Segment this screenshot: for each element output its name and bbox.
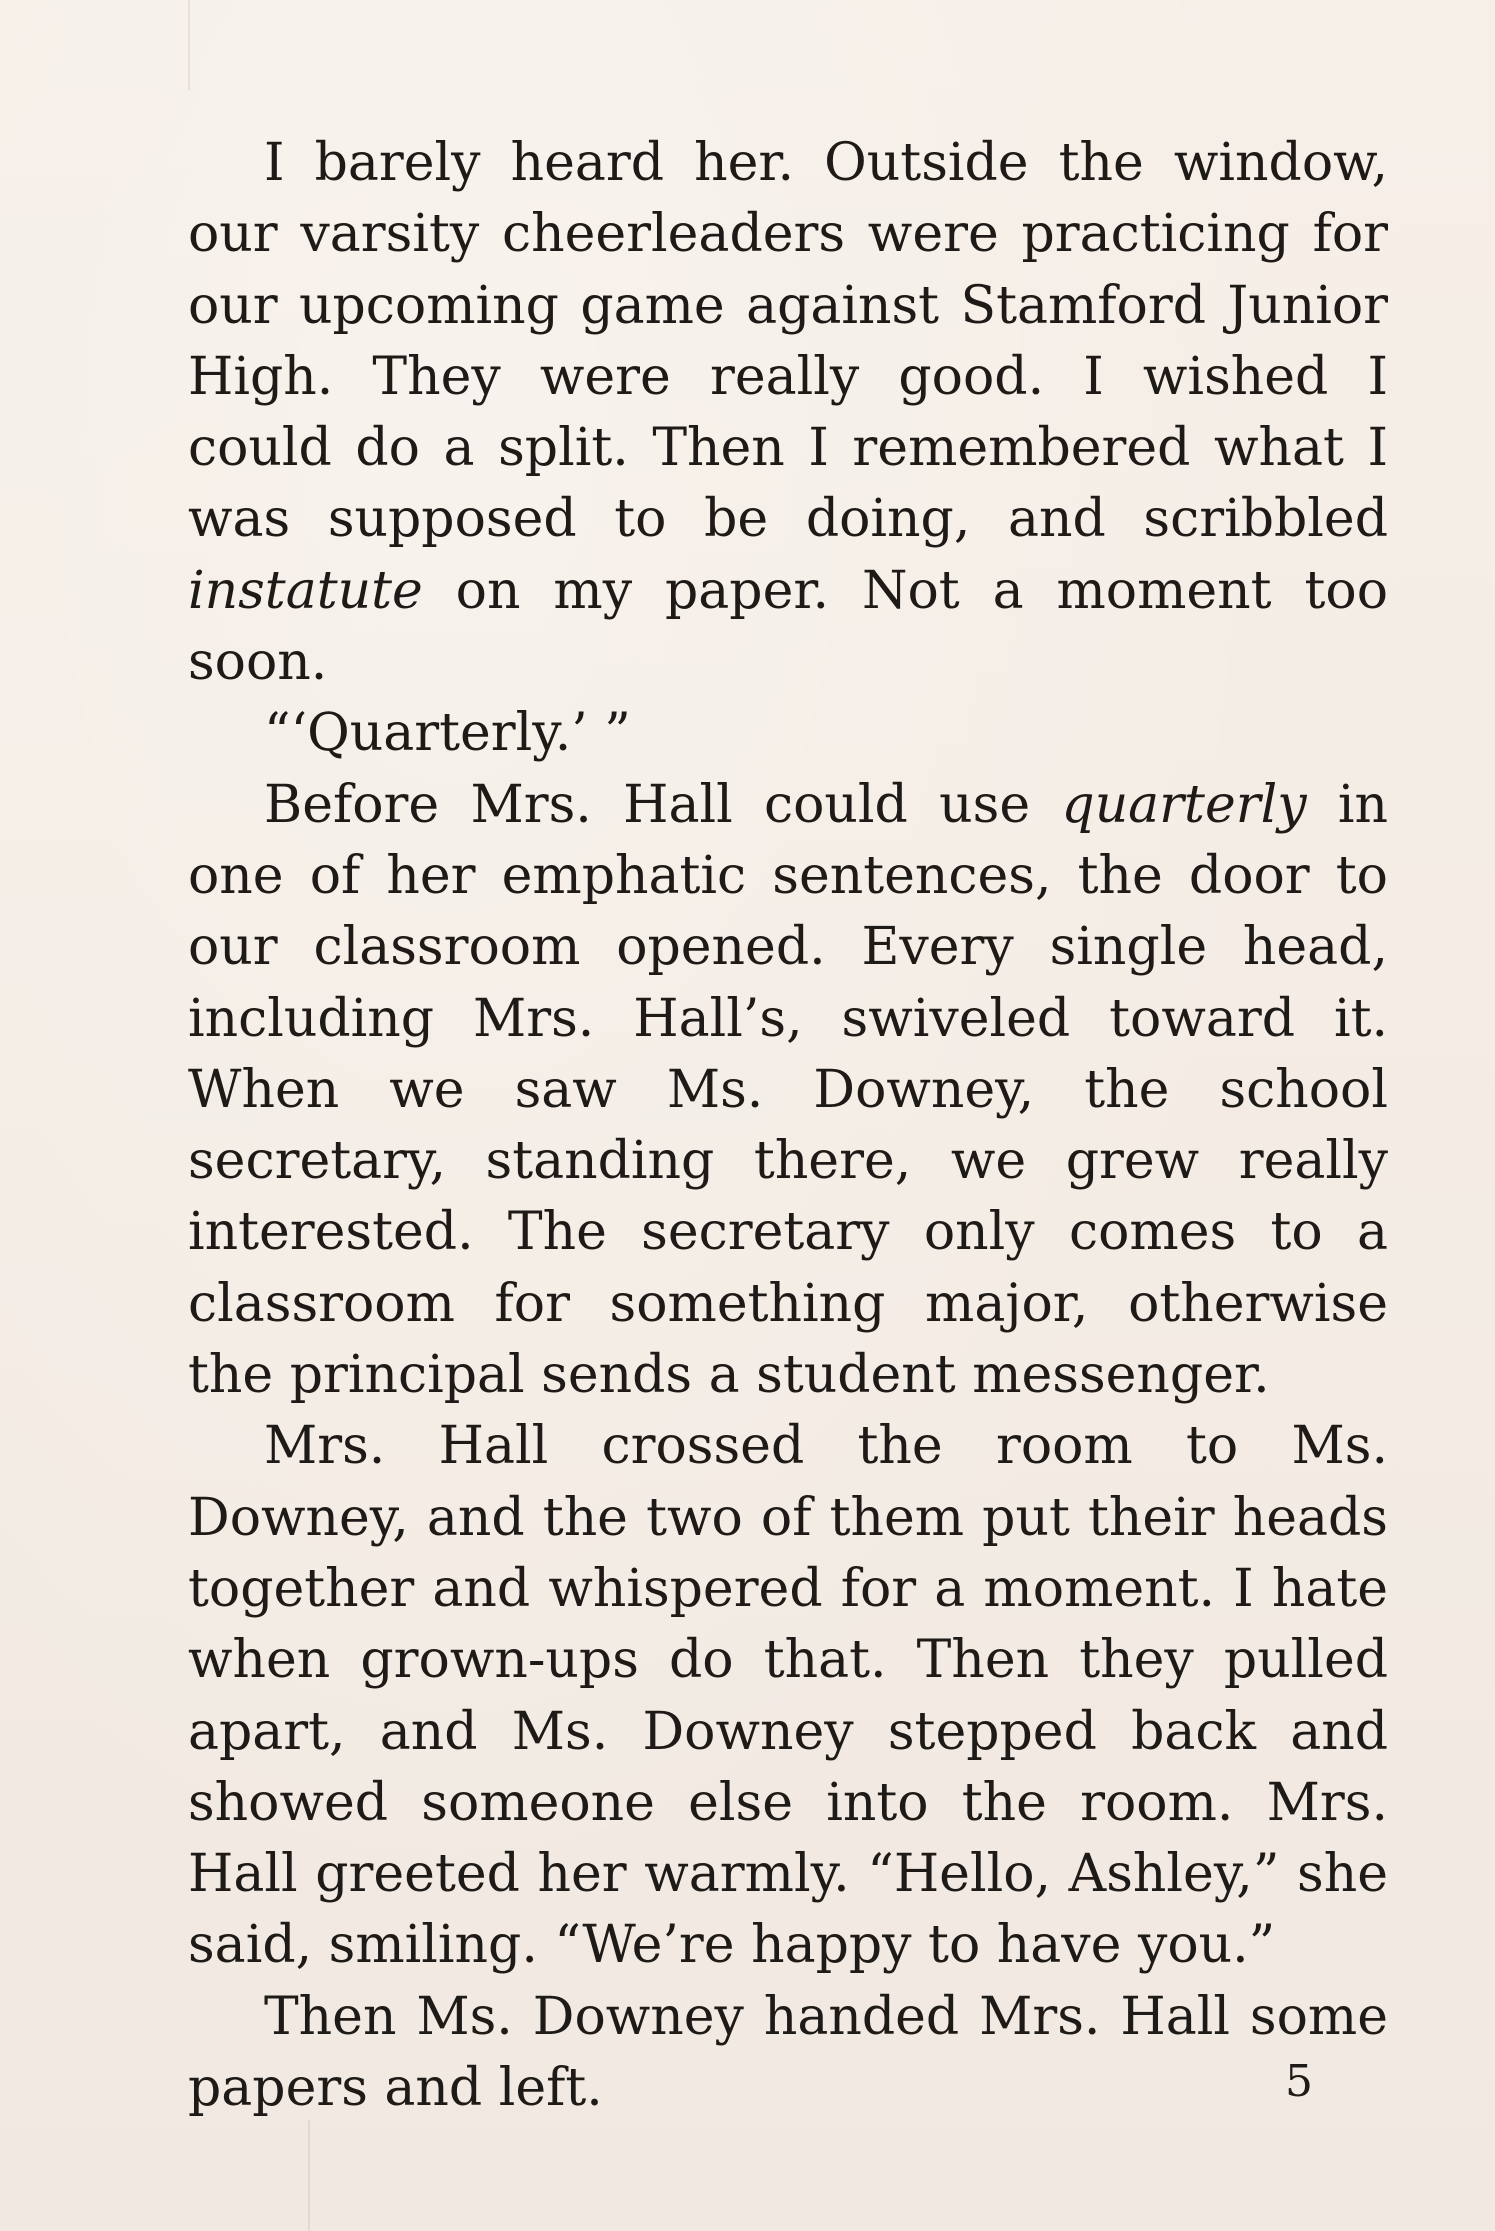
- paragraph-text: Mrs. Hall crossed the room to Ms. Downey, and the two of them put their heads together and whispered for a moment. I hate when grown-ups do that. Then they pulled apart, and Ms. Downey stepped back and showed someone else into the room. Mrs. Hall greeted her warmly. “Hello, Ashley,” she said, smiling. “We’re happy to have you.”: [188, 1416, 1405, 1976]
- page-number: 5: [1285, 2056, 1313, 2107]
- paragraph-text: “‘Quarterly.’ ”: [264, 703, 631, 764]
- italic-word: instatute: [188, 560, 423, 621]
- paragraph: [188, 1982, 1405, 2125]
- paragraph-text: I barely heard her. Outside the window, our varsity cheerleaders were practicing for our upcoming game against Stamford Junior High. They were really good. I wished I could do a split. Then I remembered what I was supposed to be doing, and scribbled: [188, 133, 1405, 550]
- paragraph-text: Then Ms. Downey handed Mrs. Hall some papers and left.: [188, 1986, 1405, 2119]
- paragraph-text: on my paper. Not a moment too soon.: [188, 560, 1405, 693]
- paper-crease: [308, 2120, 310, 2231]
- paragraph-text: Before Mrs. Hall could use: [264, 774, 1062, 835]
- italic-word: quarterly: [1061, 774, 1307, 835]
- paper-crease: [188, 0, 190, 90]
- paragraph: [188, 1411, 1405, 1981]
- paragraph-text: in one of her emphatic sentences, the door to our classroom opened. Every single head, including Mrs. Hall’s, swiveled toward it. When we saw Ms. Downey, the school secretary, standing there, we grew really interested. The secretary only comes to a classroom for something major, otherwise the principal sends a student messenger.: [188, 774, 1405, 1406]
- paragraph: [188, 770, 1405, 1412]
- paragraph: [188, 698, 1388, 769]
- paragraph: [188, 128, 1405, 698]
- body-text: [188, 128, 1405, 2124]
